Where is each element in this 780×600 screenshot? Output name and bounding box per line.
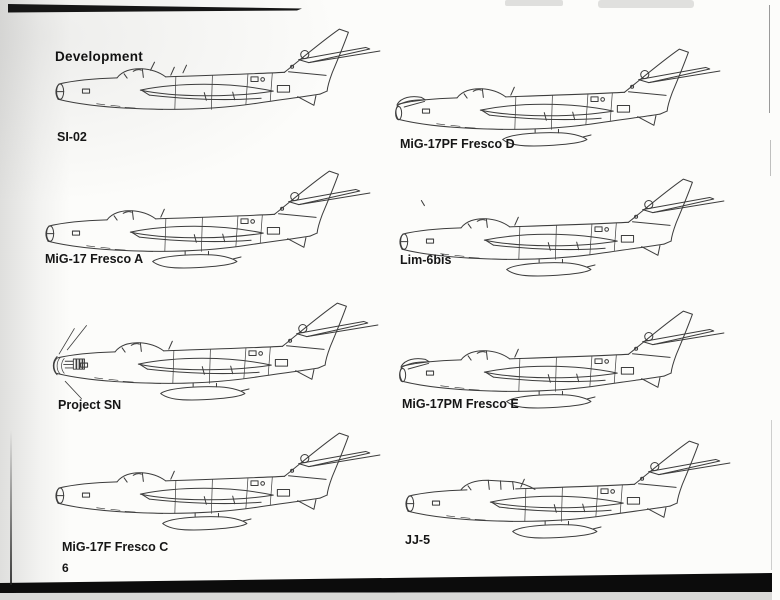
scan-artifact-top-edge (0, 0, 780, 16)
aircraft-label: SI-02 (57, 130, 87, 144)
aircraft-drawing (52, 430, 387, 548)
aircraft-figure (396, 176, 731, 294)
aircraft-figure (392, 46, 727, 164)
page-heading: Development (55, 49, 144, 64)
aircraft-figure (52, 26, 387, 144)
aircraft-label: MiG-17PF Fresco D (400, 137, 515, 151)
aircraft-label: MiG-17F Fresco C (62, 540, 169, 554)
aircraft-drawing (402, 438, 737, 556)
aircraft-figure (402, 438, 737, 556)
page-right-edge-line (770, 140, 771, 176)
aircraft-label: Project SN (58, 398, 122, 412)
aircraft-drawing (52, 26, 387, 144)
page-number: 6 (62, 561, 69, 575)
aircraft-drawing (42, 168, 377, 286)
aircraft-label: JJ-5 (405, 533, 431, 547)
aircraft-drawing (396, 176, 731, 294)
aircraft-label: MiG-17PM Fresco E (402, 397, 519, 411)
aircraft-figure (52, 430, 387, 554)
page-left-edge-line (10, 430, 12, 585)
page-right-edge-line (771, 420, 772, 570)
aircraft-figure (42, 168, 377, 286)
aircraft-figure (50, 300, 385, 418)
page-right-edge-line (769, 5, 770, 113)
aircraft-label: Lim-6bis (400, 253, 452, 267)
aircraft-label: MiG-17 Fresco A (45, 252, 144, 266)
scan-artifact-bottom-edge (0, 564, 780, 600)
aircraft-figure (396, 308, 731, 426)
